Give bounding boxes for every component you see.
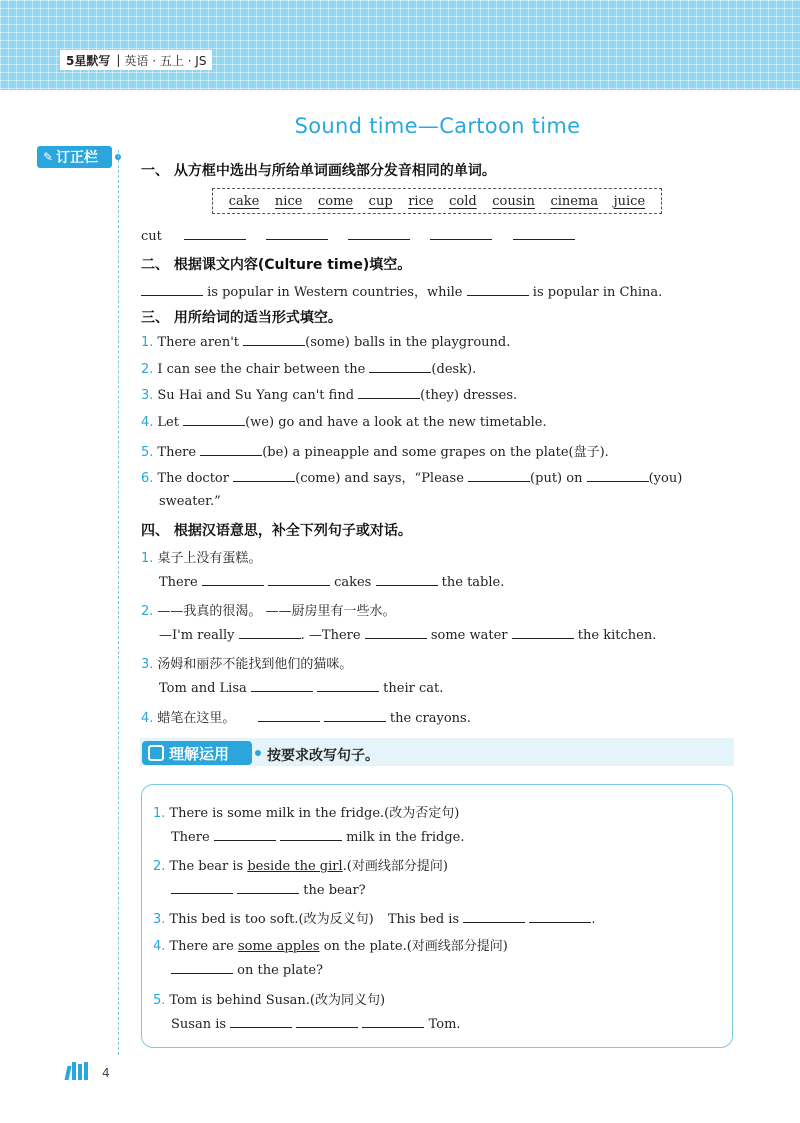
item-number: 3.	[141, 657, 154, 672]
apply-tag-label: 理解运用	[169, 744, 230, 763]
item-text: on the plate.(对画线部分提问)	[323, 939, 508, 954]
item-text: (come) and says，“Please	[295, 471, 464, 486]
word-cake: cake	[228, 193, 260, 209]
word-cinema: cinema	[550, 193, 599, 209]
section2-text-2: is popular in China.	[532, 285, 663, 300]
answer-blank[interactable]	[251, 680, 313, 692]
item-text: The doctor	[157, 471, 229, 486]
section2-heading: 二、 根据课文内容(Culture time)填空。	[141, 257, 412, 273]
answer-blank[interactable]	[183, 414, 245, 426]
answer-blank[interactable]	[296, 1016, 358, 1028]
item-text: —I'm really	[159, 628, 235, 643]
item-text: This bed is	[387, 912, 460, 927]
apply-item	[153, 989, 385, 1008]
word-box	[212, 188, 662, 214]
word-cup: cup	[368, 193, 393, 209]
answer-blank[interactable]	[365, 627, 427, 639]
apply-item	[153, 908, 596, 927]
s3-item	[141, 334, 510, 350]
item-text: cakes	[334, 575, 372, 590]
answer-blank[interactable]	[200, 444, 262, 456]
word-come: come	[317, 193, 354, 209]
answer-blank[interactable]	[430, 228, 492, 240]
item-text: .(对画线部分提问)	[342, 859, 448, 874]
item-number: 2.	[141, 604, 154, 619]
s4-item-en	[159, 627, 656, 643]
item-text: . —There	[300, 628, 361, 643]
answer-blank[interactable]	[362, 1016, 424, 1028]
item-text: their cat.	[383, 681, 444, 696]
answer-blank[interactable]	[369, 361, 431, 373]
item-text: Susan is	[171, 1017, 227, 1032]
item-text: Let	[157, 415, 179, 430]
answer-blank[interactable]	[239, 627, 301, 639]
answer-blank[interactable]	[237, 882, 299, 894]
s4-item-en	[159, 680, 443, 696]
item-number: 1.	[153, 806, 166, 821]
item-text: There are	[169, 939, 234, 954]
answer-blank[interactable]	[258, 710, 320, 722]
answer-blank[interactable]	[587, 470, 649, 482]
item-text: the table.	[441, 575, 505, 590]
item-text: 桌子上没有蛋糕。	[157, 551, 262, 566]
answer-blank[interactable]	[317, 680, 379, 692]
item-text: There is some milk in the fridge.(改为否定句)	[169, 806, 460, 821]
item-number: 4.	[141, 415, 154, 430]
item-text: There aren't	[157, 335, 240, 350]
series-label: 英语 · 五上 · JS	[124, 53, 207, 68]
answer-blank[interactable]	[233, 470, 295, 482]
item-text: (some) balls in the playground.	[305, 335, 511, 350]
item-text: milk in the fridge.	[346, 830, 465, 845]
section3-heading: 三、 用所给词的适当形式填空。	[141, 310, 342, 326]
item-text: (be) a pineapple and some grapes on the plate(盘子).	[262, 445, 609, 460]
apply-item	[153, 855, 448, 874]
item-text: on the plate?	[237, 963, 324, 978]
answer-blank[interactable]	[513, 228, 575, 240]
item-text: (you)	[648, 471, 683, 486]
item-text: 蜡笔在这里。	[157, 711, 236, 726]
item-text: The bear is	[169, 859, 244, 874]
item-text: Su Hai and Su Yang can't find	[157, 388, 355, 403]
sidebar-dashed-line	[118, 150, 119, 1055]
item-text: This bed is too soft.(改为反义句)	[169, 912, 374, 927]
page-number: 4	[102, 1066, 110, 1080]
s4-item-cn	[141, 600, 396, 619]
header-tag	[60, 50, 212, 70]
page-title: Sound time—Cartoon time	[294, 114, 581, 138]
answer-blank[interactable]	[171, 962, 233, 974]
item-number: 6.	[141, 471, 154, 486]
answer-blank[interactable]	[214, 829, 276, 841]
s4-item	[141, 707, 471, 726]
s4-item-cn	[141, 653, 352, 672]
correction-label-text: 订正栏	[56, 150, 99, 166]
item-text: Tom.	[428, 1017, 461, 1032]
answer-blank[interactable]	[324, 710, 386, 722]
item-text: I can see the chair between the	[157, 362, 366, 377]
item-text: 汤姆和丽莎不能找到他们的猫咪。	[157, 657, 353, 672]
word-cousin: cousin	[492, 193, 535, 209]
apply-item	[153, 802, 459, 821]
item-number: 2.	[141, 362, 154, 377]
correction-column-label	[37, 146, 112, 168]
section2-line	[141, 281, 662, 300]
apply-instruction: 按要求改写句子。	[267, 748, 379, 764]
header-band	[0, 0, 800, 90]
answer-blank[interactable]	[348, 228, 410, 240]
item-text: (we) go and have a look at the new timetable.	[245, 415, 547, 430]
section1-prompt-line	[141, 228, 575, 244]
item-text: Tom is behind Susan.(改为同义句)	[169, 993, 386, 1008]
apply-tag	[142, 741, 252, 765]
word-juice: juice	[613, 193, 646, 209]
brand-label: 5星默写	[66, 53, 111, 68]
apply-item	[153, 935, 508, 954]
item-text: the bear?	[303, 883, 366, 898]
underlined-phrase: beside the girl	[247, 859, 343, 874]
item-number: 1.	[141, 551, 154, 566]
item-text: (they) dresses.	[420, 388, 518, 403]
answer-blank[interactable]	[512, 627, 574, 639]
s3-item-continuation: sweater.”	[159, 494, 221, 509]
word-nice: nice	[274, 193, 303, 209]
item-text: .	[591, 912, 596, 927]
section1-heading: 一、 从方框中选出与所给单词画线部分发音相同的单词。	[141, 163, 496, 179]
word-cold: cold	[449, 193, 477, 209]
answer-blank[interactable]	[268, 574, 330, 586]
s3-item	[141, 387, 517, 403]
item-text: There	[159, 575, 198, 590]
answer-blank[interactable]	[202, 574, 264, 586]
item-text: (put) on	[530, 471, 583, 486]
prompt-word: cut	[141, 229, 162, 244]
answer-blank[interactable]	[230, 1016, 292, 1028]
answer-blank[interactable]	[266, 228, 328, 240]
answer-blank[interactable]	[467, 284, 529, 296]
item-number: 4.	[153, 939, 166, 954]
answer-blank[interactable]	[463, 911, 525, 923]
answer-blank[interactable]	[243, 334, 305, 346]
s3-item	[141, 361, 476, 377]
answer-blank[interactable]	[171, 882, 233, 894]
books-icon	[66, 1062, 88, 1080]
item-text: There	[157, 445, 197, 460]
s4-item-cn	[141, 547, 261, 566]
answer-blank[interactable]	[376, 574, 438, 586]
s3-item	[141, 441, 609, 460]
section2-text-1: is popular in Western countries，while	[207, 285, 463, 300]
pencil-icon: ✎	[43, 150, 54, 164]
answer-blank[interactable]	[184, 228, 246, 240]
apply-answer	[171, 829, 464, 845]
answer-blank[interactable]	[529, 911, 591, 923]
answer-blank[interactable]	[280, 829, 342, 841]
apply-answer	[171, 1016, 461, 1032]
answer-blank[interactable]	[468, 470, 530, 482]
word-rice: rice	[408, 193, 434, 209]
item-text: Tom and Lisa	[159, 681, 247, 696]
item-text: ——我真的很渴。 ——厨房里有一些水。	[157, 604, 396, 619]
item-text: (desk).	[431, 362, 477, 377]
answer-blank[interactable]	[141, 284, 203, 296]
item-number: 5.	[141, 445, 154, 460]
item-text: the kitchen.	[577, 628, 657, 643]
s3-item	[141, 467, 682, 486]
apply-answer	[171, 962, 323, 978]
notebook-icon	[148, 745, 164, 761]
apply-dot	[255, 750, 261, 756]
item-number: 3.	[141, 388, 154, 403]
apply-answer	[171, 882, 366, 898]
item-number: 1.	[141, 335, 154, 350]
s3-item	[141, 414, 547, 430]
item-number: 5.	[153, 993, 166, 1008]
s4-item-en	[159, 574, 504, 590]
answer-blank[interactable]	[358, 387, 420, 399]
section4-heading: 四、 根据汉语意思，补全下列句子或对话。	[141, 523, 412, 539]
item-text: the crayons.	[389, 711, 471, 726]
item-number: 2.	[153, 859, 166, 874]
underlined-phrase: some apples	[237, 939, 320, 954]
item-number: 4.	[141, 711, 154, 726]
header-separator: |	[116, 53, 121, 67]
item-text: There	[171, 830, 210, 845]
item-number: 3.	[153, 912, 166, 927]
item-text: some water	[430, 628, 508, 643]
